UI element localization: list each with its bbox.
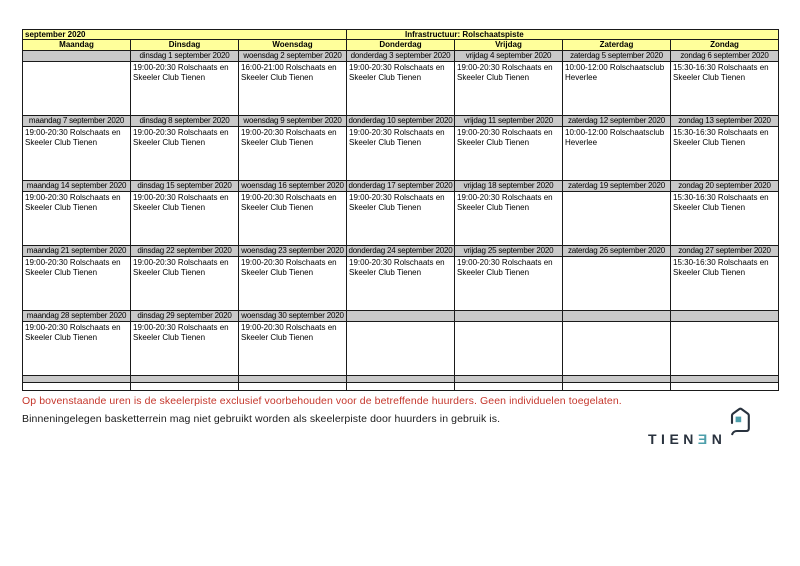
date-cell: dinsdag 22 september 2020 bbox=[131, 246, 239, 257]
event-cell: 19:00-20:30 Rolschaats en Skeeler Club Tienen bbox=[455, 62, 563, 116]
event-cell: 19:00-20:30 Rolschaats en Skeeler Club Tienen bbox=[455, 257, 563, 311]
empty-date-row bbox=[23, 376, 779, 383]
event-cell: 19:00-20:30 Rolschaats en Skeeler Club Tienen bbox=[23, 127, 131, 181]
event-cell: 15:30-16:30 Rolschaats en Skeeler Club Tienen bbox=[671, 192, 779, 246]
date-cell bbox=[347, 311, 455, 322]
day-header-zondag: Zondag bbox=[671, 40, 779, 51]
empty-cell bbox=[131, 383, 239, 391]
week5-date-row bbox=[23, 311, 779, 322]
event-cell: 19:00-20:30 Rolschaats en Skeeler Club Tienen bbox=[23, 322, 131, 376]
schedule-table bbox=[22, 29, 779, 391]
date-cell: zondag 6 september 2020 bbox=[671, 51, 779, 62]
event-cell: 15:30-16:30 Rolschaats en Skeeler Club Tienen bbox=[671, 257, 779, 311]
date-cell: dinsdag 15 september 2020 bbox=[131, 181, 239, 192]
event-cell: 19:00-20:30 Rolschaats en Skeeler Club Tienen bbox=[239, 192, 347, 246]
empty-cell bbox=[239, 383, 347, 391]
event-cell: 10:00-12:00 Rolschaatsclub Heverlee bbox=[563, 127, 671, 181]
event-cell bbox=[563, 192, 671, 246]
event-cell: 19:00-20:30 Rolschaats en Skeeler Club Tienen bbox=[131, 62, 239, 116]
date-cell: donderdag 17 september 2020 bbox=[348, 181, 453, 190]
date-cell: zaterdag 5 september 2020 bbox=[563, 51, 671, 62]
event-cell: 15:30-16:30 Rolschaats en Skeeler Club Tienen bbox=[671, 62, 779, 116]
date-cell: zondag 20 september 2020 bbox=[671, 181, 779, 192]
date-cell: maandag 21 september 2020 bbox=[23, 246, 131, 257]
event-cell: 19:00-20:30 Rolschaats en Skeeler Club Tienen bbox=[347, 257, 455, 311]
event-cell: 19:00-20:30 Rolschaats en Skeeler Club Tienen bbox=[23, 257, 131, 311]
date-cell: maandag 14 september 2020 bbox=[23, 181, 131, 192]
date-cell: zondag 27 september 2020 bbox=[671, 246, 779, 257]
empty-cell bbox=[455, 376, 563, 383]
day-header-zaterdag: Zaterdag bbox=[563, 40, 671, 51]
date-cell bbox=[671, 311, 779, 322]
event-cell: 10:00-12:00 Rolschaatsclub Heverlee bbox=[563, 62, 671, 116]
event-cell: 19:00-20:30 Rolschaats en Skeeler Club Tienen bbox=[131, 127, 239, 181]
event-cell: 19:00-20:30 Rolschaats en Skeeler Club Tienen bbox=[239, 127, 347, 181]
week2-event-row bbox=[23, 127, 779, 181]
date-cell: zaterdag 12 september 2020 bbox=[563, 116, 671, 127]
reversed-e-glyph: Ǝ bbox=[697, 431, 712, 447]
week3-date-row bbox=[23, 181, 779, 192]
date-cell: dinsdag 1 september 2020 bbox=[131, 51, 239, 62]
basket-court-note: Binneningelegen basketterrein mag niet gebruikt worden als skeelerpiste door huurders in gebruik is. bbox=[22, 413, 501, 425]
week4-event-row bbox=[23, 257, 779, 311]
month-title: september 2020 bbox=[23, 30, 347, 40]
event-cell: 19:00-20:30 Rolschaats en Skeeler Club Tienen bbox=[347, 62, 455, 116]
empty-cell bbox=[563, 376, 671, 383]
event-cell: 19:00-20:30 Rolschaats en Skeeler Club Tienen bbox=[239, 322, 347, 376]
event-cell: 19:00-20:30 Rolschaats en Skeeler Club Tienen bbox=[455, 192, 563, 246]
date-cell: woensdag 9 september 2020 bbox=[239, 116, 347, 127]
date-cell: woensdag 16 september 2020 bbox=[239, 181, 347, 192]
week4-date-row bbox=[23, 246, 779, 257]
day-header-donderdag: Donderdag bbox=[347, 40, 455, 51]
empty-cell bbox=[131, 376, 239, 383]
event-cell: 19:00-20:30 Rolschaats en Skeeler Club Tienen bbox=[347, 127, 455, 181]
empty-cell bbox=[455, 383, 563, 391]
day-header-woensdag: Woensdag bbox=[239, 40, 347, 51]
event-cell bbox=[671, 322, 779, 376]
reserved-hours-note: Op bovenstaande uren is de skeelerpiste exclusief voorbehouden voor de betreffende huurders. Geen individuelen toegelaten. bbox=[22, 395, 622, 407]
tienen-logo-text: TIENƎN bbox=[648, 431, 727, 447]
empty-cell bbox=[23, 383, 131, 391]
date-cell: vrijdag 18 september 2020 bbox=[455, 181, 563, 192]
date-cell: zondag 13 september 2020 bbox=[671, 116, 779, 127]
title-row bbox=[23, 30, 779, 40]
empty-cell bbox=[347, 383, 455, 391]
day-header-row bbox=[23, 40, 779, 51]
date-cell bbox=[455, 311, 563, 322]
date-cell: woensdag 30 september 2020 bbox=[239, 311, 347, 322]
event-cell: 15:30-16:30 Rolschaats en Skeeler Club Tienen bbox=[671, 127, 779, 181]
date-cell bbox=[23, 51, 131, 62]
date-cell: maandag 28 september 2020 bbox=[23, 311, 131, 322]
date-cell: dinsdag 29 september 2020 bbox=[131, 311, 239, 322]
event-cell: 16:00-21:00 Rolschaats en Skeeler Club Tienen bbox=[239, 62, 347, 116]
date-cell: donderdag 24 september 2020 bbox=[348, 246, 453, 255]
empty-cell bbox=[23, 376, 131, 383]
event-cell: 19:00-20:30 Rolschaats en Skeeler Club Tienen bbox=[131, 257, 239, 311]
date-cell: vrijdag 11 september 2020 bbox=[455, 116, 563, 127]
date-cell: zaterdag 19 september 2020 bbox=[563, 181, 671, 192]
date-cell: donderdag 3 september 2020 bbox=[347, 51, 455, 62]
infrastructure-title: Infrastructuur: Rolschaatspiste bbox=[347, 30, 779, 40]
date-cell: dinsdag 8 september 2020 bbox=[131, 116, 239, 127]
date-cell: woensdag 23 september 2020 bbox=[239, 246, 347, 257]
date-cell bbox=[563, 311, 671, 322]
week3-event-row bbox=[23, 192, 779, 246]
event-cell bbox=[563, 257, 671, 311]
date-cell: zaterdag 26 september 2020 bbox=[563, 246, 671, 257]
week1-event-row bbox=[23, 62, 779, 116]
event-cell: 19:00-20:30 Rolschaats en Skeeler Club Tienen bbox=[347, 192, 455, 246]
event-cell: 19:00-20:30 Rolschaats en Skeeler Club Tienen bbox=[131, 192, 239, 246]
tienen-logo bbox=[648, 405, 758, 451]
event-cell: 19:00-20:30 Rolschaats en Skeeler Club Tienen bbox=[239, 257, 347, 311]
empty-cell bbox=[347, 376, 455, 383]
week1-date-row bbox=[23, 51, 779, 62]
event-cell bbox=[347, 322, 455, 376]
event-cell bbox=[23, 62, 131, 116]
empty-event-row bbox=[23, 383, 779, 391]
empty-cell bbox=[239, 376, 347, 383]
week2-date-row bbox=[23, 116, 779, 127]
event-cell: 19:00-20:30 Rolschaats en Skeeler Club Tienen bbox=[131, 322, 239, 376]
empty-cell bbox=[563, 383, 671, 391]
date-cell: vrijdag 25 september 2020 bbox=[455, 246, 563, 257]
event-cell: 19:00-20:30 Rolschaats en Skeeler Club Tienen bbox=[23, 192, 131, 246]
empty-cell bbox=[671, 376, 779, 383]
house-icon bbox=[727, 405, 754, 437]
date-cell: maandag 7 september 2020 bbox=[23, 116, 131, 127]
empty-cell bbox=[671, 383, 779, 391]
day-header-maandag: Maandag bbox=[23, 40, 131, 51]
date-cell: donderdag 10 september 2020 bbox=[348, 116, 453, 125]
date-cell: vrijdag 4 september 2020 bbox=[455, 51, 563, 62]
day-header-dinsdag: Dinsdag bbox=[131, 40, 239, 51]
day-header-vrijdag: Vrijdag bbox=[455, 40, 563, 51]
event-cell: 19:00-20:30 Rolschaats en Skeeler Club Tienen bbox=[455, 127, 563, 181]
date-cell: woensdag 2 september 2020 bbox=[239, 51, 347, 62]
event-cell bbox=[563, 322, 671, 376]
week5-event-row bbox=[23, 322, 779, 376]
event-cell bbox=[455, 322, 563, 376]
